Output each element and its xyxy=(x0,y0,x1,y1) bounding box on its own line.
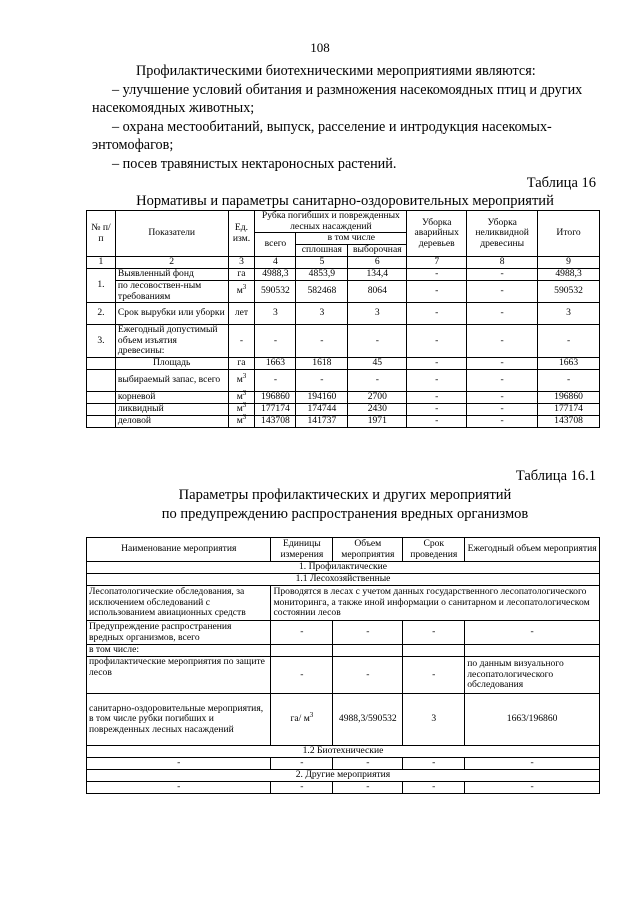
table-row: - - - - - xyxy=(87,782,600,794)
table16-column-numbers: 1 2 3 4 5 6 7 8 9 xyxy=(87,257,600,269)
table-row: - - - - - xyxy=(87,758,600,770)
table16-caption: Таблица 16 xyxy=(526,175,596,191)
intro-text xyxy=(92,62,600,173)
intro-item: – посев травянистых нектароносных растений. xyxy=(112,155,397,172)
table-row: профилактические мероприятия по защите лесов - - - по данным визуального лесопатологического обследования xyxy=(87,657,600,694)
section-row: 1.1 Лесохозяйственные xyxy=(87,574,600,586)
section-row: 2. Другие мероприятия xyxy=(87,770,600,782)
table-row: в том числе: xyxy=(87,645,600,657)
table-row: Предупреждение распространения вредных организмов, всего - - - - xyxy=(87,621,600,645)
intro-item: – охрана местообитаний, выпуск, расселение и интродукция насекомых-энтомофагов; xyxy=(92,118,552,153)
section-row: 1. Профилактические xyxy=(87,562,600,574)
intro-item: – улучшение условий обитания и размножения насекомоядных птиц и других насекомоядных животных; xyxy=(92,81,583,116)
table-row: корневой $м^3$ 196860 194160 2700 - - 196860 xyxy=(87,392,600,404)
table16-1-title: Параметры профилактических и других мероприятий xyxy=(178,487,512,503)
table-row: санитарно-оздоровительные мероприятия, в том числе рубки погибших и поврежденных лесных насаждений га/ $м^3$ 4988,3/590532 3 1663/196860 xyxy=(87,694,600,746)
table16-1: Наименование мероприятия Единицы измерения Объем мероприятия Срок проведения Ежегодный объем мероприятия 1. Профилактические 1.1 Лесохозяйственные Лесопатологические обследования, за исключением обследований с использованием авиационных средств Проводятся в лесах с учетом данных государственного лесопатологического мониторинга, а также иной информации о санитарном и лесопатологическом состоянии лесов Предупреждение распространения вредных организмов, всего - - - - в том числе: профилактические мероприятия по защите лесов - - - по данным визуального лесопатологического обследования санитарно-оздоровительные мероприятия, в том числе рубки погибших и поврежденных лесных насаждений га/ $м^3$ 4988,3/590532 3 1663/196860 1.2 Биотехнические - - - - - 2. Другие мероприятия - - - - - xyxy=(86,537,600,794)
section-row: 1.2 Биотехнические xyxy=(87,746,600,758)
intro-heading: Профилактическими биотехническими мероприятиями являются: xyxy=(136,63,536,79)
table-row: Лесопатологические обследования, за исключением обследований с использованием авиационных средств Проводятся в лесах с учетом данных государственного лесопатологического мониторинга, а также иной информации о санитарном и лесопатологическом состоянии лесов xyxy=(87,586,600,621)
table16-1-subtitle: по предупреждению распространения вредных организмов xyxy=(161,506,529,522)
page-number: 108 xyxy=(310,40,330,55)
table-row: 3. Ежегодный допустимый объем изъятия древесины: - - - - - - - xyxy=(87,325,600,358)
table16-1-caption: Таблица 16.1 xyxy=(515,468,596,484)
table-row: 1. Выявленный фонд га 4988,3 4853,9 134,4 - - 4988,3 xyxy=(87,269,600,281)
table-row: ликвидный $м^3$ 177174 174744 2430 - - 177174 xyxy=(87,404,600,416)
table-row: Площадь га 1663 1618 45 - - 1663 xyxy=(87,358,600,370)
table-row: 2. Срок вырубки или уборки лет 3 3 3 - - 3 xyxy=(87,303,600,325)
table-row: выбираемый запас, всего $м^3$ - - - - - - xyxy=(87,370,600,392)
table16-title: Нормативы и параметры санитарно-оздоровительных мероприятий xyxy=(136,193,554,209)
table-row: по лесовоствен-ным требованиям $м^3$ 590532 582468 8064 - - 590532 xyxy=(87,281,600,303)
table-row: деловой $м^3$ 143708 141737 1971 - - 143708 xyxy=(87,416,600,428)
table16: № п/п Показатели Ед. изм. Рубка погибших и поврежденных лесных насаждений Уборка аварийных деревьев Уборка неликвидной древесины Итого всего в том числе сплошная выборочная 1 2 3 4 5 6 7 8 9 1. Выявленный фонд га 4988,3 4853,9 134,4 - - 4988,3 по лесовоствен-ным требованиям $м^3$ 590532 582468 8064 - - 590532 2. Срок вырубки или уборки лет 3 3 3 - - 3 3. Ежегодный допустимый объем изъятия древесины: - - - - - - - Площадь га 1663 1618 45 - - 1663 выбираемый запас, всего $м^3$ - - - - - - корневой $м^3$ 196860 194160 2700 - - 196860 ликвидный $м^3$ 177174 174744 2430 - - 177174 деловой $м^3$ 143708 141737 1971 - - 143708 xyxy=(86,210,600,428)
